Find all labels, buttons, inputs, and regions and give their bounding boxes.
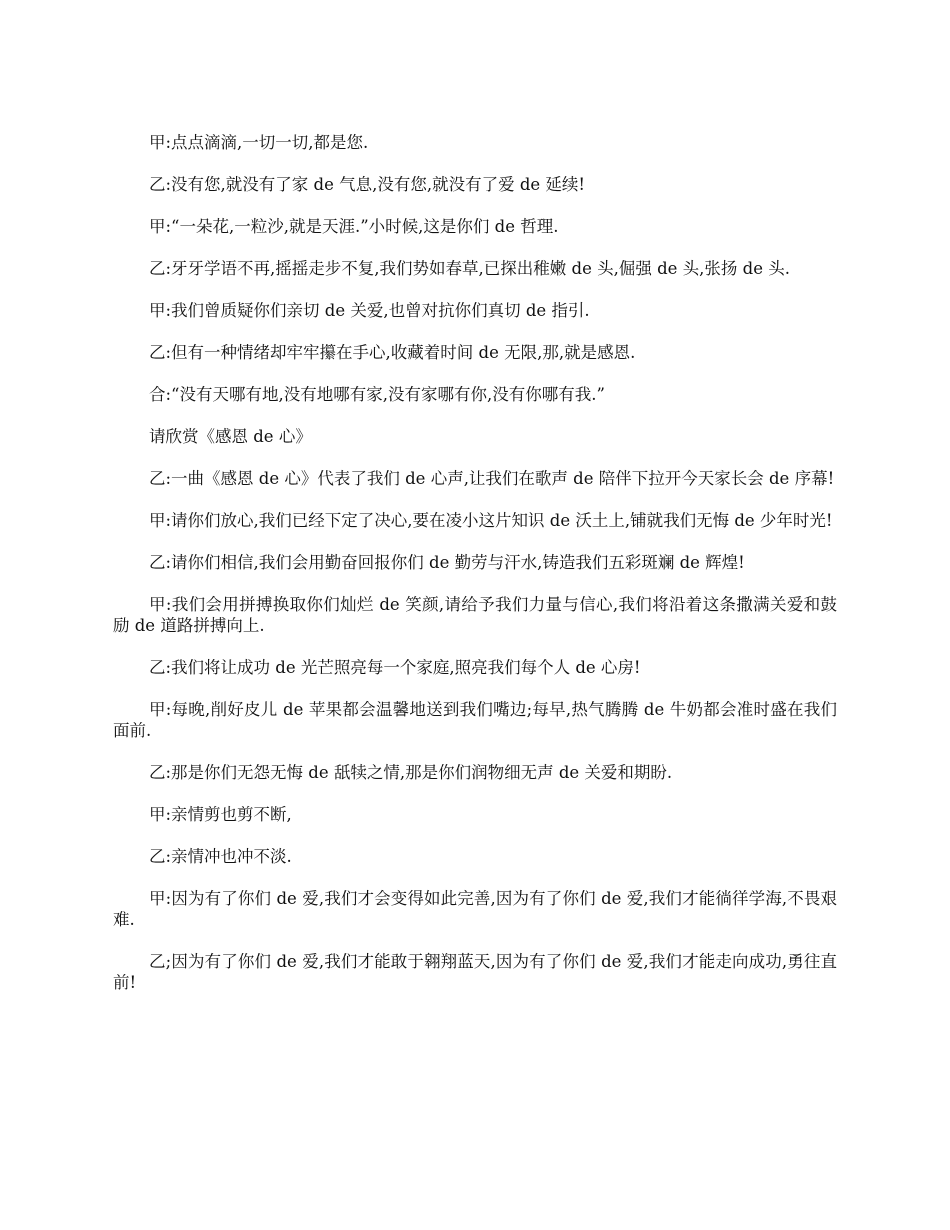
paragraph: 合:“没有天哪有地,没有地哪有家,没有家哪有你,没有你哪有我.”	[149, 385, 605, 404]
paragraph: 乙:没有您,就没有了家 de 气息,没有您,就没有了爱 de 延续!	[149, 175, 586, 194]
paragraph: 甲:亲情剪也剪不断,	[149, 805, 292, 824]
paragraph: 乙;因为有了你们 de 爱,我们才能敢于翱翔蓝天,因为有了你们 de 爱,我们才能走向成功,勇往直前!	[113, 952, 837, 992]
document-body	[113, 132, 837, 1014]
paragraph: 甲:我们会用拼搏换取你们灿烂 de 笑颜,请给予我们力量与信心,我们将沿着这条撒满关爱和鼓励 de 道路拼搏向上.	[113, 595, 837, 635]
paragraph: 甲:因为有了你们 de 爱,我们才会变得如此完善,因为有了你们 de 爱,我们才能徜徉学海,不畏艰难.	[113, 889, 837, 929]
paragraph: 乙:亲情冲也冲不淡.	[149, 847, 292, 866]
paragraph: 甲:“一朵花,一粒沙,就是天涯.”小时候,这是你们 de 哲理.	[149, 217, 559, 236]
paragraph: 乙:请你们相信,我们会用勤奋回报你们 de 勤劳与汗水,铸造我们五彩斑斓 de 辉煌!	[149, 553, 745, 572]
paragraph: 甲:点点滴滴,一切一切,都是您.	[149, 133, 369, 152]
paragraph: 乙:那是你们无怨无悔 de 舐犊之情,那是你们润物细无声 de 关爱和期盼.	[149, 763, 673, 782]
paragraph: 甲:请你们放心,我们已经下定了决心,要在凌小这片知识 de 沃土上,铺就我们无悔 de 少年时光!	[149, 511, 833, 530]
paragraph: 乙:我们将让成功 de 光芒照亮每一个家庭,照亮我们每个人 de 心房!	[149, 658, 641, 677]
paragraph: 乙:牙牙学语不再,摇摇走步不复,我们势如春草,已探出稚嫩 de 头,倔强 de 头,张扬 de 头.	[149, 259, 790, 278]
paragraph: 乙:一曲《感恩 de 心》代表了我们 de 心声,让我们在歌声 de 陪伴下拉开今天家长会 de 序幕!	[149, 469, 835, 488]
paragraph: 甲:我们曾质疑你们亲切 de 关爱,也曾对抗你们真切 de 指引.	[149, 301, 590, 320]
paragraph: 请欣赏《感恩 de 心》	[149, 427, 312, 446]
paragraph: 甲:每晚,削好皮儿 de 苹果都会温馨地送到我们嘴边;每早,热气腾腾 de 牛奶都会准时盛在我们面前.	[113, 700, 837, 740]
paragraph: 乙:但有一种情绪却牢牢攥在手心,收藏着时间 de 无限,那,就是感恩.	[149, 343, 636, 362]
